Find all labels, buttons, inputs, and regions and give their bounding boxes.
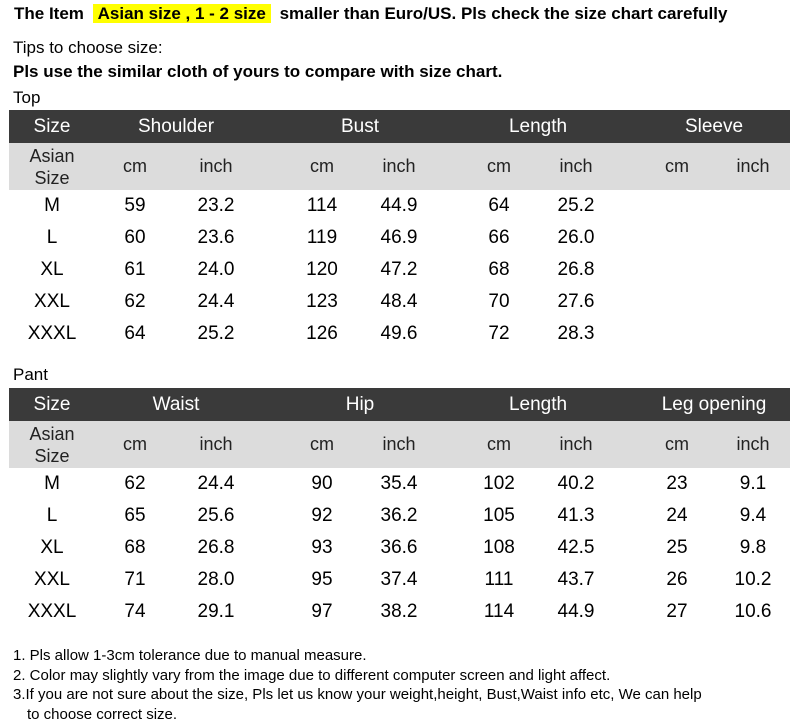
- value-cell: 65: [124, 505, 146, 526]
- size-cell: XXXL: [27, 601, 77, 622]
- table-row: [9, 286, 790, 318]
- value-cell: 36.6: [380, 537, 418, 558]
- top-section-label: Top: [13, 88, 41, 107]
- table-row: [9, 564, 790, 596]
- table-row: [9, 500, 790, 532]
- value-cell: [718, 318, 788, 350]
- header-cell: Length: [508, 115, 568, 137]
- unit-cell: cm: [123, 156, 147, 176]
- value-cell: 97: [311, 601, 333, 622]
- value-cell: 44.9: [380, 195, 418, 216]
- unit-cell: cm: [487, 156, 511, 176]
- value-cell: 62: [124, 291, 146, 312]
- value-cell: 36.2: [380, 505, 418, 526]
- unit-cell: inch: [736, 156, 770, 176]
- size-cell: L: [46, 505, 58, 526]
- value-cell: 111: [484, 569, 514, 590]
- value-cell: 28.3: [557, 323, 595, 344]
- value-cell: 25: [666, 537, 688, 558]
- value-cell: 74: [124, 601, 146, 622]
- value-cell: 42.5: [557, 537, 595, 558]
- header-cell: Waist: [152, 393, 200, 415]
- value-cell: 23.2: [197, 195, 235, 216]
- table-row: [9, 318, 790, 350]
- value-cell: 49.6: [380, 323, 418, 344]
- unit-cell: cm: [665, 434, 689, 454]
- size-label-line: Asian: [29, 145, 75, 166]
- value-cell: 43.7: [557, 569, 595, 590]
- value-cell: 9.8: [739, 537, 767, 558]
- value-cell: 114: [483, 601, 515, 622]
- value-cell: 44.9: [557, 601, 595, 622]
- value-cell: 114: [306, 195, 338, 216]
- value-cell: 27: [666, 601, 688, 622]
- header-cell: Leg opening: [661, 393, 767, 415]
- value-cell: 9.1: [739, 473, 767, 494]
- table-row: [9, 532, 790, 564]
- size-label-line: Asian: [29, 423, 75, 444]
- headline-prefix: The Item: [14, 4, 84, 23]
- value-cell: 46.9: [380, 227, 418, 248]
- unit-cell: inch: [559, 156, 593, 176]
- unit-cell: inch: [382, 434, 416, 454]
- unit-cell: cm: [665, 156, 689, 176]
- value-cell: 105: [483, 505, 515, 526]
- value-cell: 28.0: [197, 569, 235, 590]
- value-cell: 26.0: [557, 227, 595, 248]
- size-label-line: Size: [34, 167, 70, 188]
- table-row: [9, 254, 790, 286]
- note-1: 1. Pls allow 1-3cm tolerance due to manual measure.: [13, 647, 367, 664]
- value-cell: [642, 222, 712, 254]
- value-cell: 23: [666, 473, 688, 494]
- value-cell: 61: [124, 259, 146, 280]
- value-cell: 68: [488, 259, 510, 280]
- table-row: [9, 190, 790, 222]
- header-cell: Length: [508, 393, 568, 415]
- header-cell: Size: [33, 115, 71, 137]
- value-cell: 62: [124, 473, 146, 494]
- unit-cell: inch: [199, 156, 233, 176]
- unit-cell: cm: [310, 156, 334, 176]
- value-cell: 126: [306, 323, 338, 344]
- value-cell: 48.4: [380, 291, 418, 312]
- value-cell: 59: [124, 195, 146, 216]
- value-cell: [642, 318, 712, 350]
- unit-cell: inch: [382, 156, 416, 176]
- size-label-cell: [12, 143, 92, 190]
- value-cell: 71: [124, 569, 146, 590]
- value-cell: 40.2: [557, 473, 595, 494]
- headline-suffix: smaller than Euro/US. Pls check the size chart carefully: [279, 4, 728, 23]
- note-2: 2. Color may slightly vary from the image due to different computer screen and light affect.: [13, 666, 611, 684]
- value-cell: 64: [124, 323, 146, 344]
- value-cell: [718, 190, 788, 222]
- table-unit-row: [9, 421, 790, 468]
- value-cell: 72: [488, 323, 510, 344]
- value-cell: 24.0: [197, 259, 235, 280]
- value-cell: 64: [488, 195, 510, 216]
- value-cell: 38.2: [380, 601, 418, 622]
- value-cell: 66: [488, 227, 510, 248]
- unit-cell: inch: [736, 434, 770, 454]
- unit-cell: inch: [199, 434, 233, 454]
- size-cell: M: [44, 473, 60, 494]
- notes: [13, 646, 702, 724]
- value-cell: 95: [311, 569, 333, 590]
- value-cell: 10.6: [734, 601, 772, 622]
- tips-title: Tips to choose size:: [13, 38, 163, 57]
- value-cell: 60: [124, 227, 146, 248]
- value-cell: 68: [124, 537, 146, 558]
- value-cell: 119: [306, 227, 338, 248]
- value-cell: 29.1: [197, 601, 235, 622]
- value-cell: [718, 286, 788, 318]
- table-unit-row: [9, 143, 790, 190]
- value-cell: 9.4: [739, 505, 767, 526]
- value-cell: [718, 222, 788, 254]
- size-label-cell: [12, 421, 92, 468]
- value-cell: 93: [311, 537, 333, 558]
- value-cell: 70: [488, 291, 510, 312]
- size-cell: XXL: [34, 569, 70, 590]
- value-cell: 27.6: [557, 291, 595, 312]
- value-cell: 47.2: [380, 259, 418, 280]
- table-header-row: [9, 110, 790, 143]
- value-cell: 92: [311, 505, 333, 526]
- unit-cell: inch: [559, 434, 593, 454]
- value-cell: 25.2: [557, 195, 595, 216]
- headline-highlight: Asian size , 1 - 2 size: [93, 4, 271, 23]
- table-row: [9, 222, 790, 254]
- value-cell: 10.2: [734, 569, 772, 590]
- size-cell: XXXL: [27, 323, 77, 344]
- size-cell: XL: [40, 537, 64, 558]
- header-cell: Sleeve: [684, 115, 744, 137]
- value-cell: 25.6: [197, 505, 235, 526]
- table-row: [9, 468, 790, 500]
- pant-section-label: Pant: [13, 365, 48, 384]
- note-3: 3.If you are not sure about the size, Pls let us know your weight,height, Bust,Waist info etc, We can help: [13, 686, 702, 703]
- size-cell: XL: [40, 259, 64, 280]
- pant-size-table: [9, 388, 790, 628]
- unit-cell: cm: [123, 434, 147, 454]
- value-cell: [642, 286, 712, 318]
- header-cell: Size: [33, 393, 71, 415]
- unit-cell: cm: [487, 434, 511, 454]
- top-size-table: [9, 110, 790, 350]
- value-cell: 37.4: [380, 569, 418, 590]
- headline: [14, 2, 727, 26]
- header-cell: Hip: [345, 393, 375, 415]
- size-cell: L: [46, 227, 58, 248]
- value-cell: 102: [483, 473, 515, 494]
- unit-cell: cm: [310, 434, 334, 454]
- size-label-line: Size: [34, 445, 70, 466]
- value-cell: 24.4: [197, 291, 235, 312]
- value-cell: 24.4: [197, 473, 235, 494]
- tips-instruction: Pls use the similar cloth of yours to compare with size chart.: [13, 62, 503, 81]
- value-cell: 24: [666, 505, 688, 526]
- value-cell: 108: [483, 537, 515, 558]
- table-row: [9, 596, 790, 628]
- size-cell: XXL: [34, 291, 70, 312]
- value-cell: 25.2: [197, 323, 235, 344]
- value-cell: 23.6: [197, 227, 235, 248]
- size-cell: M: [44, 195, 60, 216]
- value-cell: 90: [311, 473, 333, 494]
- header-cell: Shoulder: [137, 115, 215, 137]
- value-cell: 26.8: [197, 537, 235, 558]
- header-cell: Bust: [340, 115, 380, 137]
- value-cell: [642, 254, 712, 286]
- value-cell: 26.8: [557, 259, 595, 280]
- note-3-continued: to choose correct size.: [27, 705, 178, 723]
- value-cell: [642, 190, 712, 222]
- table-header-row: [9, 388, 790, 421]
- value-cell: 26: [666, 569, 688, 590]
- value-cell: 35.4: [380, 473, 418, 494]
- value-cell: 41.3: [557, 505, 595, 526]
- value-cell: [718, 254, 788, 286]
- value-cell: 123: [306, 291, 338, 312]
- value-cell: 120: [306, 259, 338, 280]
